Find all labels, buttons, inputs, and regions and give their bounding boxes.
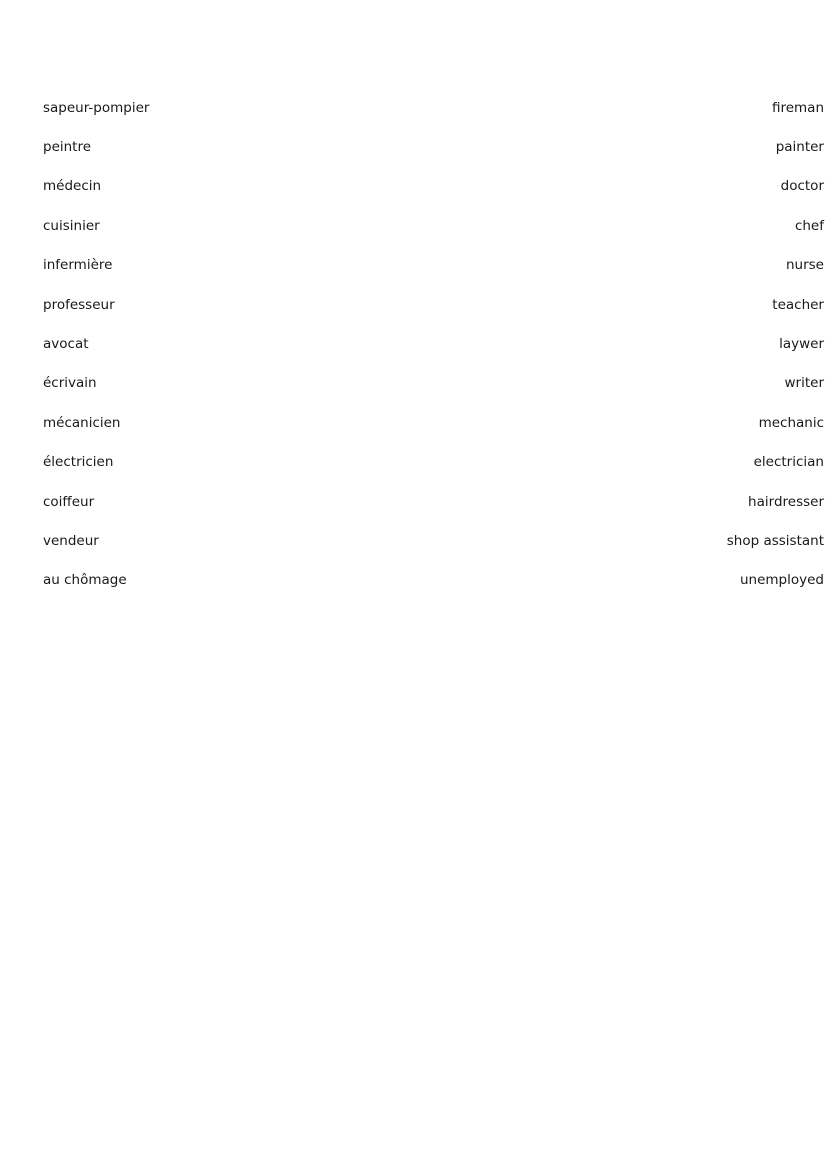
vocab-row (43, 403, 824, 442)
french-term: infermière (43, 257, 113, 274)
vocab-row (43, 482, 824, 521)
english-term: painter (775, 139, 824, 156)
vocab-row (43, 246, 824, 285)
vocab-row (43, 521, 824, 560)
french-term: au chômage (43, 572, 127, 589)
vocab-row (43, 127, 824, 166)
english-term: mechanic (758, 414, 824, 431)
english-term: fireman (771, 99, 824, 116)
french-term: coiffeur (43, 493, 95, 510)
english-term: unemployed (739, 572, 824, 589)
english-term: writer (784, 375, 824, 392)
french-term: avocat (43, 336, 89, 353)
english-term: laywer (779, 336, 824, 353)
french-term: professeur (43, 296, 115, 313)
french-term: peintre (43, 139, 92, 156)
english-term: teacher (772, 296, 824, 313)
vocab-row (43, 364, 824, 403)
french-term: vendeur (43, 532, 99, 549)
vocab-row (43, 285, 824, 324)
english-term: nurse (785, 257, 824, 274)
english-term: chef (794, 217, 824, 234)
french-term: médecin (43, 178, 102, 195)
french-term: écrivain (43, 375, 97, 392)
english-term: electrician (753, 454, 824, 471)
vocab-row (43, 561, 824, 600)
vocab-row (43, 443, 824, 482)
french-term: cuisinier (43, 217, 100, 234)
french-term: sapeur-pompier (43, 99, 150, 116)
vocab-row (43, 324, 824, 363)
english-term: hairdresser (748, 493, 824, 510)
french-term: mécanicien (43, 414, 121, 431)
vocab-row (43, 88, 824, 127)
vocab-row (43, 167, 824, 206)
vocabulary-list (43, 88, 824, 600)
vocab-row (43, 206, 824, 245)
english-term: doctor (780, 178, 824, 195)
english-term: shop assistant (726, 532, 824, 549)
french-term: électricien (43, 454, 114, 471)
